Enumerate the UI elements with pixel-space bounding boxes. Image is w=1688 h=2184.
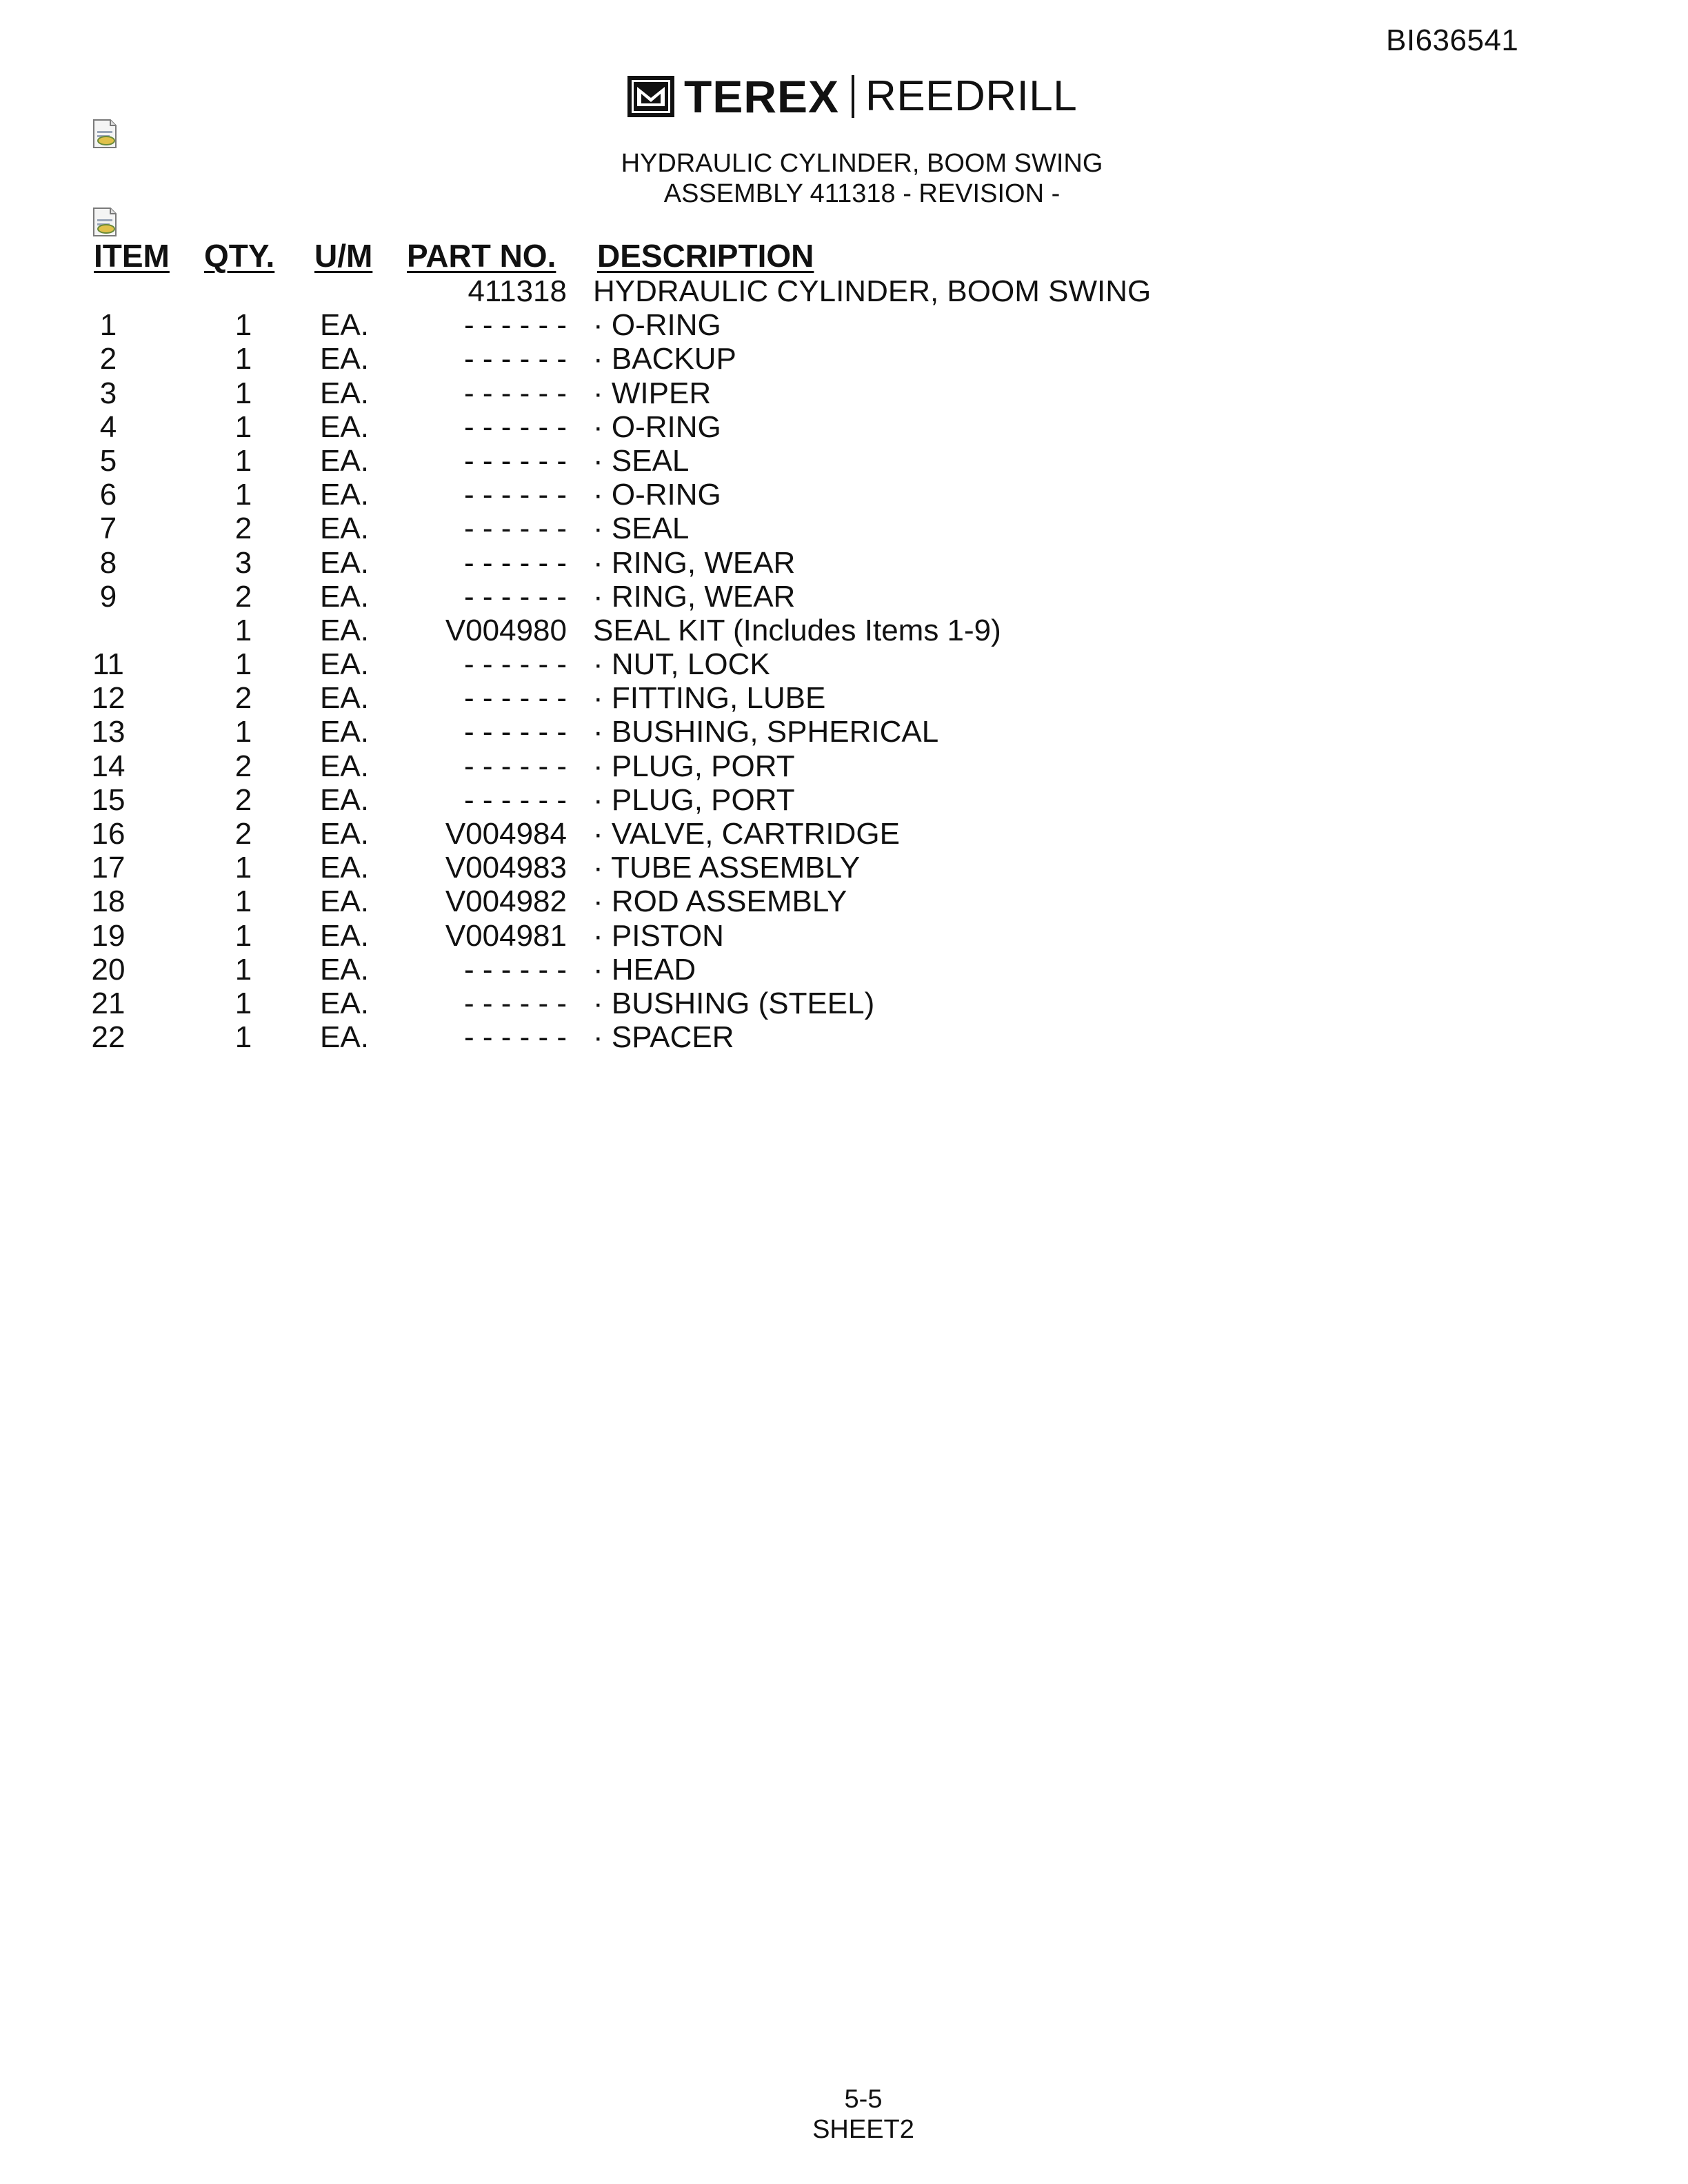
part-number: - - - - - - (463, 579, 567, 614)
parts-row (0, 478, 1688, 512)
part-number: - - - - - - (463, 986, 567, 1020)
part-number: - - - - - - (463, 647, 567, 682)
unit-of-measure: EA. (320, 1020, 369, 1055)
parts-row (0, 817, 1688, 851)
part-number: - - - - - - (463, 681, 567, 716)
part-description: · SEAL (593, 512, 690, 546)
quantity: 2 (234, 782, 252, 817)
parts-row (0, 546, 1688, 580)
parts-row (0, 1020, 1688, 1054)
part-number: - - - - - - (463, 545, 567, 580)
part-number: - - - - - - (463, 376, 567, 410)
unit-of-measure: EA. (320, 308, 369, 343)
part-description: · RING, WEAR (593, 545, 796, 580)
quantity: 1 (234, 884, 252, 919)
part-description: SEAL KIT (Includes Items 1-9) (593, 613, 1001, 647)
assembly-title: HYDRAULIC CYLINDER, BOOM SWING (621, 149, 1103, 178)
item-number: 20 (91, 952, 125, 987)
item-number: 16 (91, 817, 125, 851)
part-description: · PLUG, PORT (593, 782, 795, 817)
part-description: · RING, WEAR (593, 579, 796, 614)
parts-row (0, 614, 1688, 647)
column-header-description: DESCRIPTION (597, 238, 814, 274)
unit-of-measure: EA. (320, 952, 369, 987)
part-description: · SPACER (593, 1020, 734, 1055)
unit-of-measure: EA. (320, 715, 369, 749)
unit-of-measure: EA. (320, 986, 369, 1020)
unit-of-measure: EA. (320, 613, 369, 647)
part-number: V004981 (445, 918, 567, 953)
part-description: · O-RING (593, 308, 721, 343)
item-number: 14 (91, 749, 125, 783)
part-description: · VALVE, CARTRIDGE (593, 817, 900, 851)
item-number: 7 (99, 512, 117, 546)
document-link-icon[interactable] (91, 207, 119, 237)
item-number: 1 (99, 308, 117, 343)
part-description: · BUSHING (STEEL) (593, 986, 875, 1020)
item-number: 9 (99, 579, 117, 614)
document-link-icon[interactable] (91, 119, 119, 149)
logo-separator (852, 75, 854, 118)
item-number: 5 (99, 443, 117, 478)
unit-of-measure: EA. (320, 647, 369, 682)
part-number: - - - - - - (463, 308, 567, 343)
part-description: · BUSHING, SPHERICAL (593, 715, 939, 749)
part-description: · PLUG, PORT (593, 749, 795, 783)
parts-row (0, 681, 1688, 715)
quantity: 1 (234, 308, 252, 343)
unit-of-measure: EA. (320, 884, 369, 919)
parts-row (0, 783, 1688, 817)
parts-row (0, 851, 1688, 884)
parts-row (0, 580, 1688, 614)
part-number: - - - - - - (463, 715, 567, 749)
quantity: 1 (234, 613, 252, 647)
item-number: 4 (99, 410, 117, 444)
quantity: 1 (234, 952, 252, 987)
part-description: · SEAL (593, 443, 690, 478)
column-header-item: ITEM (94, 238, 170, 274)
part-description: · FITTING, LUBE (593, 681, 826, 716)
item-number: 13 (91, 715, 125, 749)
quantity: 1 (234, 342, 252, 376)
item-number: 2 (99, 342, 117, 376)
part-number: V004983 (445, 851, 567, 885)
item-number: 12 (91, 681, 125, 716)
quantity: 1 (234, 410, 252, 444)
quantity: 1 (234, 478, 252, 512)
part-number: - - - - - - (463, 749, 567, 783)
parts-row (0, 274, 1688, 308)
part-description: · NUT, LOCK (593, 647, 770, 682)
parts-row (0, 987, 1688, 1020)
part-number: - - - - - - (463, 443, 567, 478)
sheet-label: SHEET2 (812, 2115, 914, 2144)
part-description: · PISTON (593, 918, 724, 953)
item-number: 11 (92, 647, 124, 682)
unit-of-measure: EA. (320, 376, 369, 410)
unit-of-measure: EA. (320, 443, 369, 478)
part-description: · O-RING (593, 410, 721, 444)
quantity: 1 (234, 647, 252, 682)
column-header-part-no: PART NO. (407, 238, 556, 274)
unit-of-measure: EA. (320, 478, 369, 512)
column-header-qty: QTY. (204, 238, 275, 274)
parts-row (0, 512, 1688, 545)
part-number: V004982 (445, 884, 567, 919)
part-number: - - - - - - (463, 410, 567, 444)
quantity: 1 (234, 918, 252, 953)
unit-of-measure: EA. (320, 782, 369, 817)
quantity: 1 (234, 715, 252, 749)
parts-row (0, 444, 1688, 478)
quantity: 1 (234, 1020, 252, 1055)
unit-of-measure: EA. (320, 681, 369, 716)
part-description: · WIPER (593, 376, 712, 410)
part-number: - - - - - - (463, 952, 567, 987)
parts-row (0, 308, 1688, 342)
item-number: 6 (99, 478, 117, 512)
parts-row (0, 647, 1688, 681)
part-number: - - - - - - (463, 1020, 567, 1055)
part-number: - - - - - - (463, 782, 567, 817)
item-number: 21 (91, 986, 125, 1020)
quantity: 3 (234, 545, 252, 580)
item-number: 3 (99, 376, 117, 410)
part-number: V004980 (445, 613, 567, 647)
quantity: 2 (234, 749, 252, 783)
item-number: 18 (91, 884, 125, 919)
parts-row (0, 919, 1688, 953)
quantity: 1 (234, 443, 252, 478)
document-id: BI636541 (1386, 23, 1519, 57)
quantity: 2 (234, 512, 252, 546)
parts-row (0, 884, 1688, 918)
quantity: 1 (234, 986, 252, 1020)
parts-row (0, 953, 1688, 987)
part-description: · HEAD (593, 952, 696, 987)
logo-product: REEDRILL (865, 72, 1078, 120)
parts-row (0, 376, 1688, 410)
part-number: - - - - - - (463, 342, 567, 376)
quantity: 1 (234, 376, 252, 410)
quantity: 2 (234, 681, 252, 716)
unit-of-measure: EA. (320, 851, 369, 885)
quantity: 2 (234, 579, 252, 614)
terex-reedrill-logo (627, 71, 1078, 122)
quantity: 2 (234, 817, 252, 851)
item-number: 15 (91, 782, 125, 817)
parts-row (0, 749, 1688, 783)
unit-of-measure: EA. (320, 410, 369, 444)
unit-of-measure: EA. (320, 918, 369, 953)
part-number: V004984 (445, 817, 567, 851)
unit-of-measure: EA. (320, 579, 369, 614)
unit-of-measure: EA. (320, 512, 369, 546)
part-number: 411318 (468, 274, 567, 308)
part-description: HYDRAULIC CYLINDER, BOOM SWING (593, 274, 1152, 308)
parts-row (0, 342, 1688, 376)
part-number: - - - - - - (463, 478, 567, 512)
parts-row (0, 715, 1688, 749)
item-number: 8 (99, 545, 117, 580)
logo-brand: TEREX (684, 71, 840, 122)
unit-of-measure: EA. (320, 545, 369, 580)
terex-crown-icon (627, 76, 674, 117)
item-number: 17 (91, 851, 125, 885)
column-header-um: U/M (314, 238, 373, 274)
item-number: 22 (91, 1020, 125, 1055)
quantity: 1 (234, 851, 252, 885)
part-description: · ROD ASSEMBLY (593, 884, 847, 919)
unit-of-measure: EA. (320, 749, 369, 783)
part-description: · BACKUP (593, 342, 736, 376)
part-description: · O-RING (593, 478, 721, 512)
unit-of-measure: EA. (320, 342, 369, 376)
item-number: 19 (91, 918, 125, 953)
parts-list (0, 274, 1688, 1054)
part-description: · TUBE ASSEMBLY (593, 851, 861, 885)
page-number: 5-5 (844, 2085, 883, 2114)
parts-row (0, 410, 1688, 444)
part-number: - - - - - - (463, 512, 567, 546)
unit-of-measure: EA. (320, 817, 369, 851)
assembly-revision: ASSEMBLY 411318 - REVISION - (663, 179, 1061, 208)
